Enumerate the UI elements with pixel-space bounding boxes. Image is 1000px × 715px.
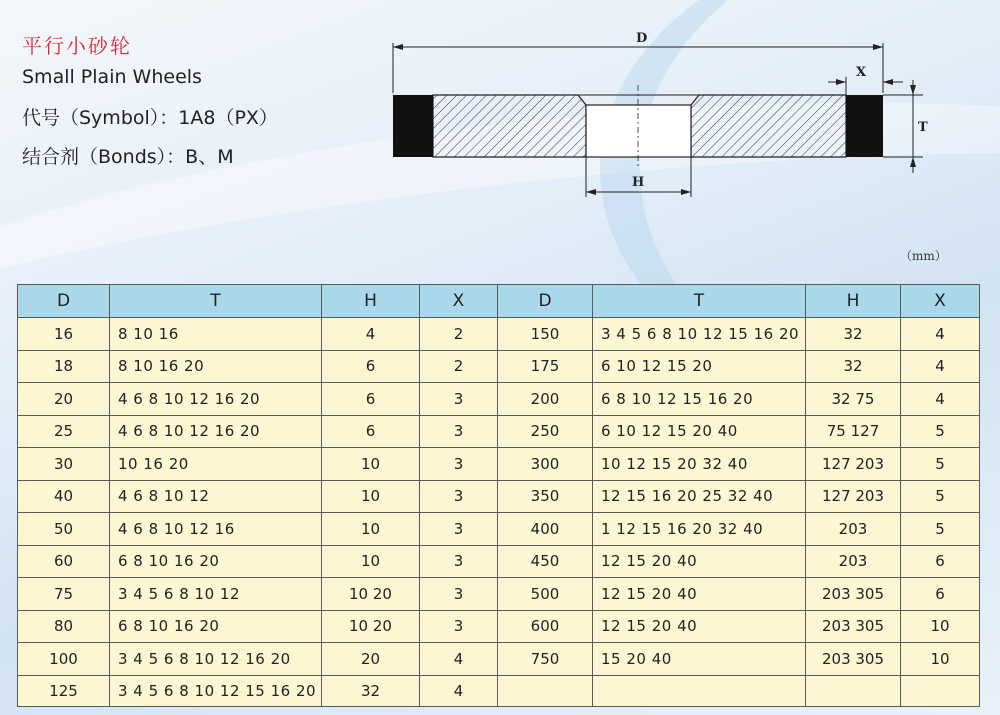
cell-x	[901, 675, 980, 706]
cell-d: 350	[498, 480, 593, 513]
cell-h: 127 203	[806, 448, 901, 481]
cell-d: 175	[498, 350, 593, 383]
cell-t: 6 10 12 15 20	[593, 350, 806, 383]
cell-x: 3	[420, 448, 498, 481]
header-h-left: H	[322, 285, 420, 318]
cell-d: 40	[18, 480, 110, 513]
header-d-right: D	[498, 285, 593, 318]
cell-h: 32	[322, 675, 420, 706]
wheel-body-right	[691, 95, 846, 157]
cell-d: 25	[18, 415, 110, 448]
cell-h: 203	[806, 513, 901, 546]
cell-d: 50	[18, 513, 110, 546]
table-row	[18, 675, 980, 706]
cell-x: 2	[420, 350, 498, 383]
table-row	[18, 415, 980, 448]
cell-d: 150	[498, 318, 593, 351]
cell-d: 20	[18, 383, 110, 416]
table-row	[18, 545, 980, 578]
cell-d: 500	[498, 578, 593, 611]
cell-t: 10 16 20	[110, 448, 322, 481]
header-t-right: T	[593, 285, 806, 318]
cell-d: 100	[18, 643, 110, 676]
abrasive-rim-left	[393, 95, 433, 157]
cell-t: 3 4 5 6 8 10 12 15 16 20	[110, 675, 322, 706]
cell-h: 10 20	[322, 578, 420, 611]
symbol-line: 代号（Symbol）：1A8（PX）	[22, 107, 278, 129]
wheel-cross-section-diagram	[388, 25, 948, 200]
dimension-t	[883, 80, 928, 173]
table-row	[18, 513, 980, 546]
cell-t: 3 4 5 6 8 10 12	[110, 578, 322, 611]
label-d: D	[636, 31, 648, 46]
table-row	[18, 383, 980, 416]
cell-h: 20	[322, 643, 420, 676]
cell-h: 6	[322, 415, 420, 448]
cell-x: 4	[901, 350, 980, 383]
cell-t: 6 8 10 12 15 16 20	[593, 383, 806, 416]
cell-t: 4 6 8 10 12	[110, 480, 322, 513]
dimension-h	[586, 157, 691, 197]
cell-x: 5	[901, 513, 980, 546]
cell-d: 200	[498, 383, 593, 416]
cell-t: 10 12 15 20 32 40	[593, 448, 806, 481]
table-row	[18, 448, 980, 481]
cell-h: 203	[806, 545, 901, 578]
table-row	[18, 350, 980, 383]
cell-x: 4	[420, 643, 498, 676]
cell-x: 3	[420, 578, 498, 611]
label-t: T	[918, 120, 928, 135]
cell-d: 300	[498, 448, 593, 481]
cell-x: 10	[901, 610, 980, 643]
cell-d: 450	[498, 545, 593, 578]
cell-t: 8 10 16 20	[110, 350, 322, 383]
cell-t: 12 15 20 40	[593, 545, 806, 578]
cell-d: 60	[18, 545, 110, 578]
cell-h: 32	[806, 350, 901, 383]
cell-x: 3	[420, 610, 498, 643]
header-x-left: X	[420, 285, 498, 318]
cell-x: 10	[901, 643, 980, 676]
cell-d: 250	[498, 415, 593, 448]
table-row	[18, 578, 980, 611]
cell-d: 75	[18, 578, 110, 611]
unit-label: （mm）	[900, 249, 947, 263]
cell-x: 4	[901, 318, 980, 351]
cell-d: 16	[18, 318, 110, 351]
cell-x: 5	[901, 480, 980, 513]
cell-h: 10	[322, 448, 420, 481]
cell-d: 600	[498, 610, 593, 643]
cell-x: 4	[420, 675, 498, 706]
cell-t: 3 4 5 6 8 10 12 16 20	[110, 643, 322, 676]
header-h-right: H	[806, 285, 901, 318]
cell-t: 6 8 10 16 20	[110, 545, 322, 578]
cell-t: 8 10 16	[110, 318, 322, 351]
cell-x: 3	[420, 545, 498, 578]
cell-t: 12 15 20 40	[593, 578, 806, 611]
label-x: X	[856, 65, 867, 80]
cell-d	[498, 675, 593, 706]
cell-t: 3 4 5 6 8 10 12 15 16 20	[593, 318, 806, 351]
cell-t: 15 20 40	[593, 643, 806, 676]
header-t-left: T	[110, 285, 322, 318]
bore	[586, 105, 691, 157]
dimension-d	[393, 31, 883, 93]
cell-t: 12 15 20 40	[593, 610, 806, 643]
cell-d: 400	[498, 513, 593, 546]
cell-x: 5	[901, 415, 980, 448]
cell-d: 80	[18, 610, 110, 643]
cell-x: 3	[420, 513, 498, 546]
wheel-body-left	[433, 95, 586, 157]
cell-t: 1 12 15 16 20 32 40	[593, 513, 806, 546]
cell-h: 10	[322, 545, 420, 578]
cell-t: 4 6 8 10 12 16	[110, 513, 322, 546]
cell-x: 3	[420, 383, 498, 416]
cell-h: 6	[322, 350, 420, 383]
title-chinese: 平行小砂轮	[22, 34, 132, 58]
cell-h: 4	[322, 318, 420, 351]
title-english: Small Plain Wheels	[22, 66, 202, 88]
cell-x: 5	[901, 448, 980, 481]
cell-h: 10	[322, 513, 420, 546]
cell-h	[806, 675, 901, 706]
dimension-x	[828, 65, 903, 97]
table-row	[18, 643, 980, 676]
cell-h: 32	[806, 318, 901, 351]
cell-d: 125	[18, 675, 110, 706]
cell-x: 6	[901, 578, 980, 611]
bonds-line: 结合剂（Bonds）：B、M	[22, 146, 234, 168]
header-x-right: X	[901, 285, 980, 318]
table-row	[18, 318, 980, 351]
cell-d: 30	[18, 448, 110, 481]
cell-h: 6	[322, 383, 420, 416]
cell-x: 4	[901, 383, 980, 416]
cell-h: 203 305	[806, 643, 901, 676]
cell-h: 203 305	[806, 578, 901, 611]
cell-h: 75 127	[806, 415, 901, 448]
cell-x: 6	[901, 545, 980, 578]
abrasive-rim-right	[846, 95, 883, 157]
label-h: H	[632, 175, 645, 190]
cell-d: 750	[498, 643, 593, 676]
table-header-row	[18, 285, 980, 318]
cell-t	[593, 675, 806, 706]
cell-t: 12 15 16 20 25 32 40	[593, 480, 806, 513]
cell-h: 32 75	[806, 383, 901, 416]
cell-h: 203 305	[806, 610, 901, 643]
header-d-left: D	[18, 285, 110, 318]
cell-h: 10	[322, 480, 420, 513]
cell-t: 6 8 10 16 20	[110, 610, 322, 643]
cell-h: 127 203	[806, 480, 901, 513]
cell-t: 4 6 8 10 12 16 20	[110, 383, 322, 416]
cell-x: 3	[420, 415, 498, 448]
cell-t: 4 6 8 10 12 16 20	[110, 415, 322, 448]
cell-h: 10 20	[322, 610, 420, 643]
table-row	[18, 610, 980, 643]
table-row	[18, 480, 980, 513]
spec-table	[17, 284, 980, 707]
cell-x: 3	[420, 480, 498, 513]
cell-t: 6 10 12 15 20 40	[593, 415, 806, 448]
cell-d: 18	[18, 350, 110, 383]
cell-x: 2	[420, 318, 498, 351]
